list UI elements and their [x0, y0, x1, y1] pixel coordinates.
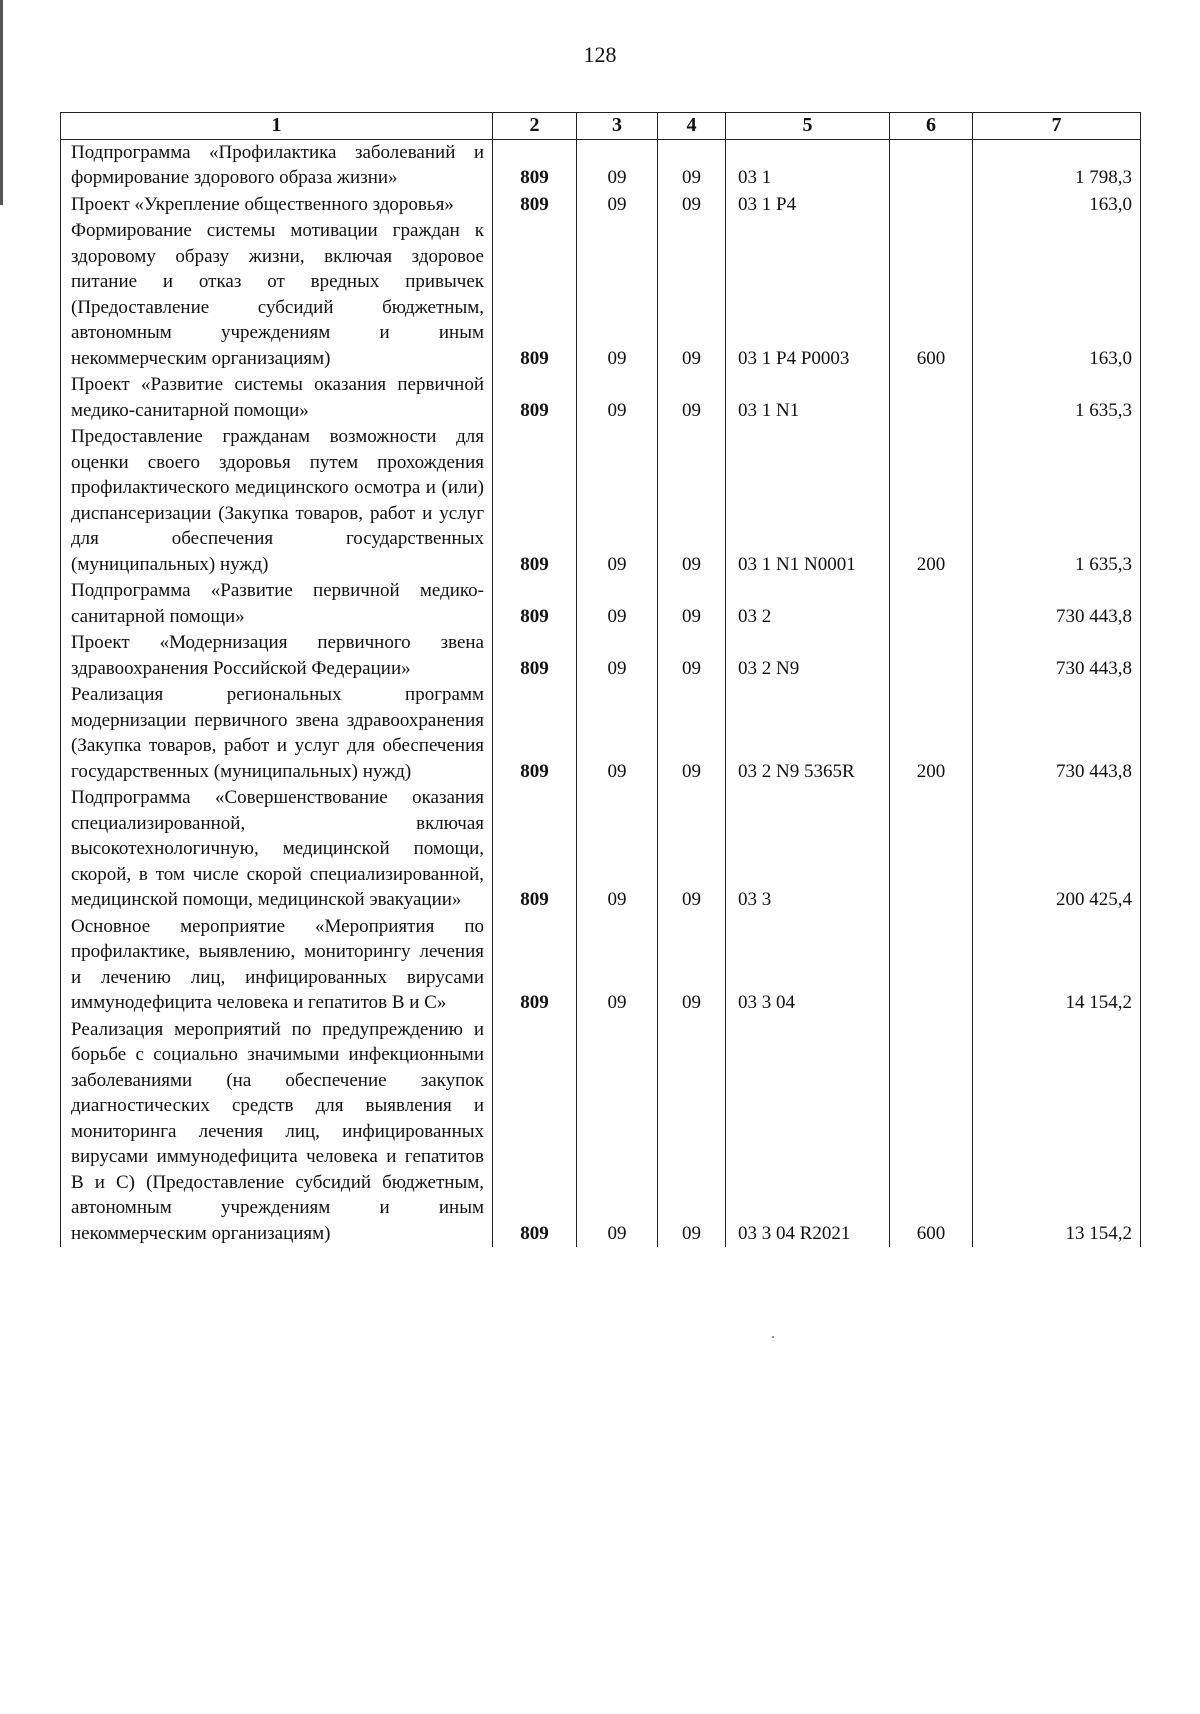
subsection-code: 09: [658, 372, 726, 424]
amount-value: 1 635,3: [973, 424, 1141, 578]
scan-left-edge-line: [0, 0, 3, 205]
header-col-5: 5: [726, 113, 890, 140]
amount-value: 730 443,8: [973, 630, 1141, 682]
table-row: [61, 682, 1141, 785]
expense-type-code: [890, 785, 973, 914]
subsection-code: 09: [658, 192, 726, 219]
section-code: 09: [577, 424, 658, 578]
amount-value: 200 425,4: [973, 785, 1141, 914]
row-description: Формирование системы мотивации граждан к здоровому образу жизни, включая здоровое питание и отказ от вредных привычек (Предоставление субсидий бюджетным, автономным учреждениям и иным некоммерческим организациям): [61, 218, 493, 372]
target-article-code: 03 1 Р4 Р0003: [726, 218, 890, 372]
expense-type-code: 600: [890, 1017, 973, 1248]
amount-value: 163,0: [973, 218, 1141, 372]
expense-type-code: [890, 192, 973, 219]
ministry-code: 809: [493, 372, 577, 424]
row-description: Реализация региональных программ модернизации первичного звена здравоохранения (Закупка товаров, работ и услуг для обеспечения государственных (муниципальных) нужд): [61, 682, 493, 785]
ministry-code: 809: [493, 218, 577, 372]
section-code: 09: [577, 630, 658, 682]
ministry-code: 809: [493, 578, 577, 630]
section-code: 09: [577, 139, 658, 192]
header-col-3: 3: [577, 113, 658, 140]
target-article-code: 03 1 Р4: [726, 192, 890, 219]
section-code: 09: [577, 192, 658, 219]
row-description: Проект «Модернизация первичного звена здравоохранения Российской Федерации»: [61, 630, 493, 682]
subsection-code: 09: [658, 630, 726, 682]
header-col-4: 4: [658, 113, 726, 140]
table-row: [61, 785, 1141, 914]
table-header: [61, 113, 1141, 140]
expense-type-code: [890, 372, 973, 424]
amount-value: 13 154,2: [973, 1017, 1141, 1248]
target-article-code: 03 1 N1: [726, 372, 890, 424]
row-description: Подпрограмма «Совершенствование оказания специализированной, включая высокотехнологичную, медицинской помощи, скорой, в том числе скорой специализированной, медицинской помощи, медицинской эвакуации»: [61, 785, 493, 914]
subsection-code: 09: [658, 914, 726, 1017]
section-code: 09: [577, 372, 658, 424]
ministry-code: 809: [493, 1017, 577, 1248]
section-code: 09: [577, 218, 658, 372]
subsection-code: 09: [658, 424, 726, 578]
section-code: 09: [577, 1017, 658, 1248]
amount-value: 163,0: [973, 192, 1141, 219]
page-number: 128: [583, 42, 617, 67]
row-description: Проект «Развитие системы оказания первичной медико-санитарной помощи»: [61, 372, 493, 424]
row-description: Основное мероприятие «Мероприятия по профилактике, выявлению, мониторингу лечения и лечению лиц, инфицированных вирусами иммунодефицита человека и гепатитов В и С»: [61, 914, 493, 1017]
subsection-code: 09: [658, 578, 726, 630]
amount-value: 730 443,8: [973, 682, 1141, 785]
table-row: [61, 372, 1141, 424]
expense-type-code: [890, 630, 973, 682]
subsection-code: 09: [658, 218, 726, 372]
target-article-code: 03 3 04 R2021: [726, 1017, 890, 1248]
header-col-7: 7: [973, 113, 1141, 140]
row-description: Подпрограмма «Профилактика заболеваний и формирование здорового образа жизни»: [61, 139, 493, 192]
row-description: Подпрограмма «Развитие первичной медико-санитарной помощи»: [61, 578, 493, 630]
expense-type-code: 200: [890, 424, 973, 578]
ministry-code: 809: [493, 139, 577, 192]
row-description: Предоставление гражданам возможности для оценки своего здоровья путем прохождения профилактического медицинского осмотра и (или) диспансеризации (Закупка товаров, работ и услуг для обеспечения государственных (муниципальных) нужд): [61, 424, 493, 578]
expense-type-code: 600: [890, 218, 973, 372]
amount-value: 1 798,3: [973, 139, 1141, 192]
subsection-code: 09: [658, 1017, 726, 1248]
subsection-code: 09: [658, 785, 726, 914]
table-row: [61, 139, 1141, 192]
table-row: [61, 192, 1141, 219]
scan-speck: [772, 1336, 774, 1338]
ministry-code: 809: [493, 424, 577, 578]
ministry-code: 809: [493, 785, 577, 914]
row-description: Проект «Укрепление общественного здоровья»: [61, 192, 493, 219]
amount-value: 1 635,3: [973, 372, 1141, 424]
expense-type-code: [890, 914, 973, 1017]
header-col-2: 2: [493, 113, 577, 140]
target-article-code: 03 3: [726, 785, 890, 914]
section-code: 09: [577, 682, 658, 785]
ministry-code: 809: [493, 914, 577, 1017]
table-row: [61, 630, 1141, 682]
target-article-code: 03 2 N9 5365R: [726, 682, 890, 785]
subsection-code: 09: [658, 682, 726, 785]
table-row: [61, 424, 1141, 578]
expense-type-code: [890, 578, 973, 630]
table-row: [61, 218, 1141, 372]
ministry-code: 809: [493, 192, 577, 219]
row-description: Реализация мероприятий по предупреждению и борьбе с социально значимыми инфекционными заболеваниями (на обеспечение закупок диагностических средств для выявления и мониторинга лечения лиц, инфицированных вирусами иммунодефицита человека и гепатитов В и С) (Предоставление субсидий бюджетным, автономным учреждениям и иным некоммерческим организациям): [61, 1017, 493, 1248]
section-code: 09: [577, 914, 658, 1017]
header-row: [61, 113, 1141, 140]
expense-type-code: [890, 139, 973, 192]
amount-value: 730 443,8: [973, 578, 1141, 630]
target-article-code: 03 1: [726, 139, 890, 192]
target-article-code: 03 1 N1 N0001: [726, 424, 890, 578]
target-article-code: 03 2: [726, 578, 890, 630]
section-code: 09: [577, 785, 658, 914]
table-body: [61, 139, 1141, 1247]
table-row: [61, 1017, 1141, 1248]
expense-type-code: 200: [890, 682, 973, 785]
section-code: 09: [577, 578, 658, 630]
ministry-code: 809: [493, 630, 577, 682]
target-article-code: 03 3 04: [726, 914, 890, 1017]
subsection-code: 09: [658, 139, 726, 192]
header-col-6: 6: [890, 113, 973, 140]
budget-table: [60, 112, 1141, 1247]
ministry-code: 809: [493, 682, 577, 785]
table-row: [61, 914, 1141, 1017]
header-col-1: 1: [61, 113, 493, 140]
table-row: [61, 578, 1141, 630]
target-article-code: 03 2 N9: [726, 630, 890, 682]
amount-value: 14 154,2: [973, 914, 1141, 1017]
